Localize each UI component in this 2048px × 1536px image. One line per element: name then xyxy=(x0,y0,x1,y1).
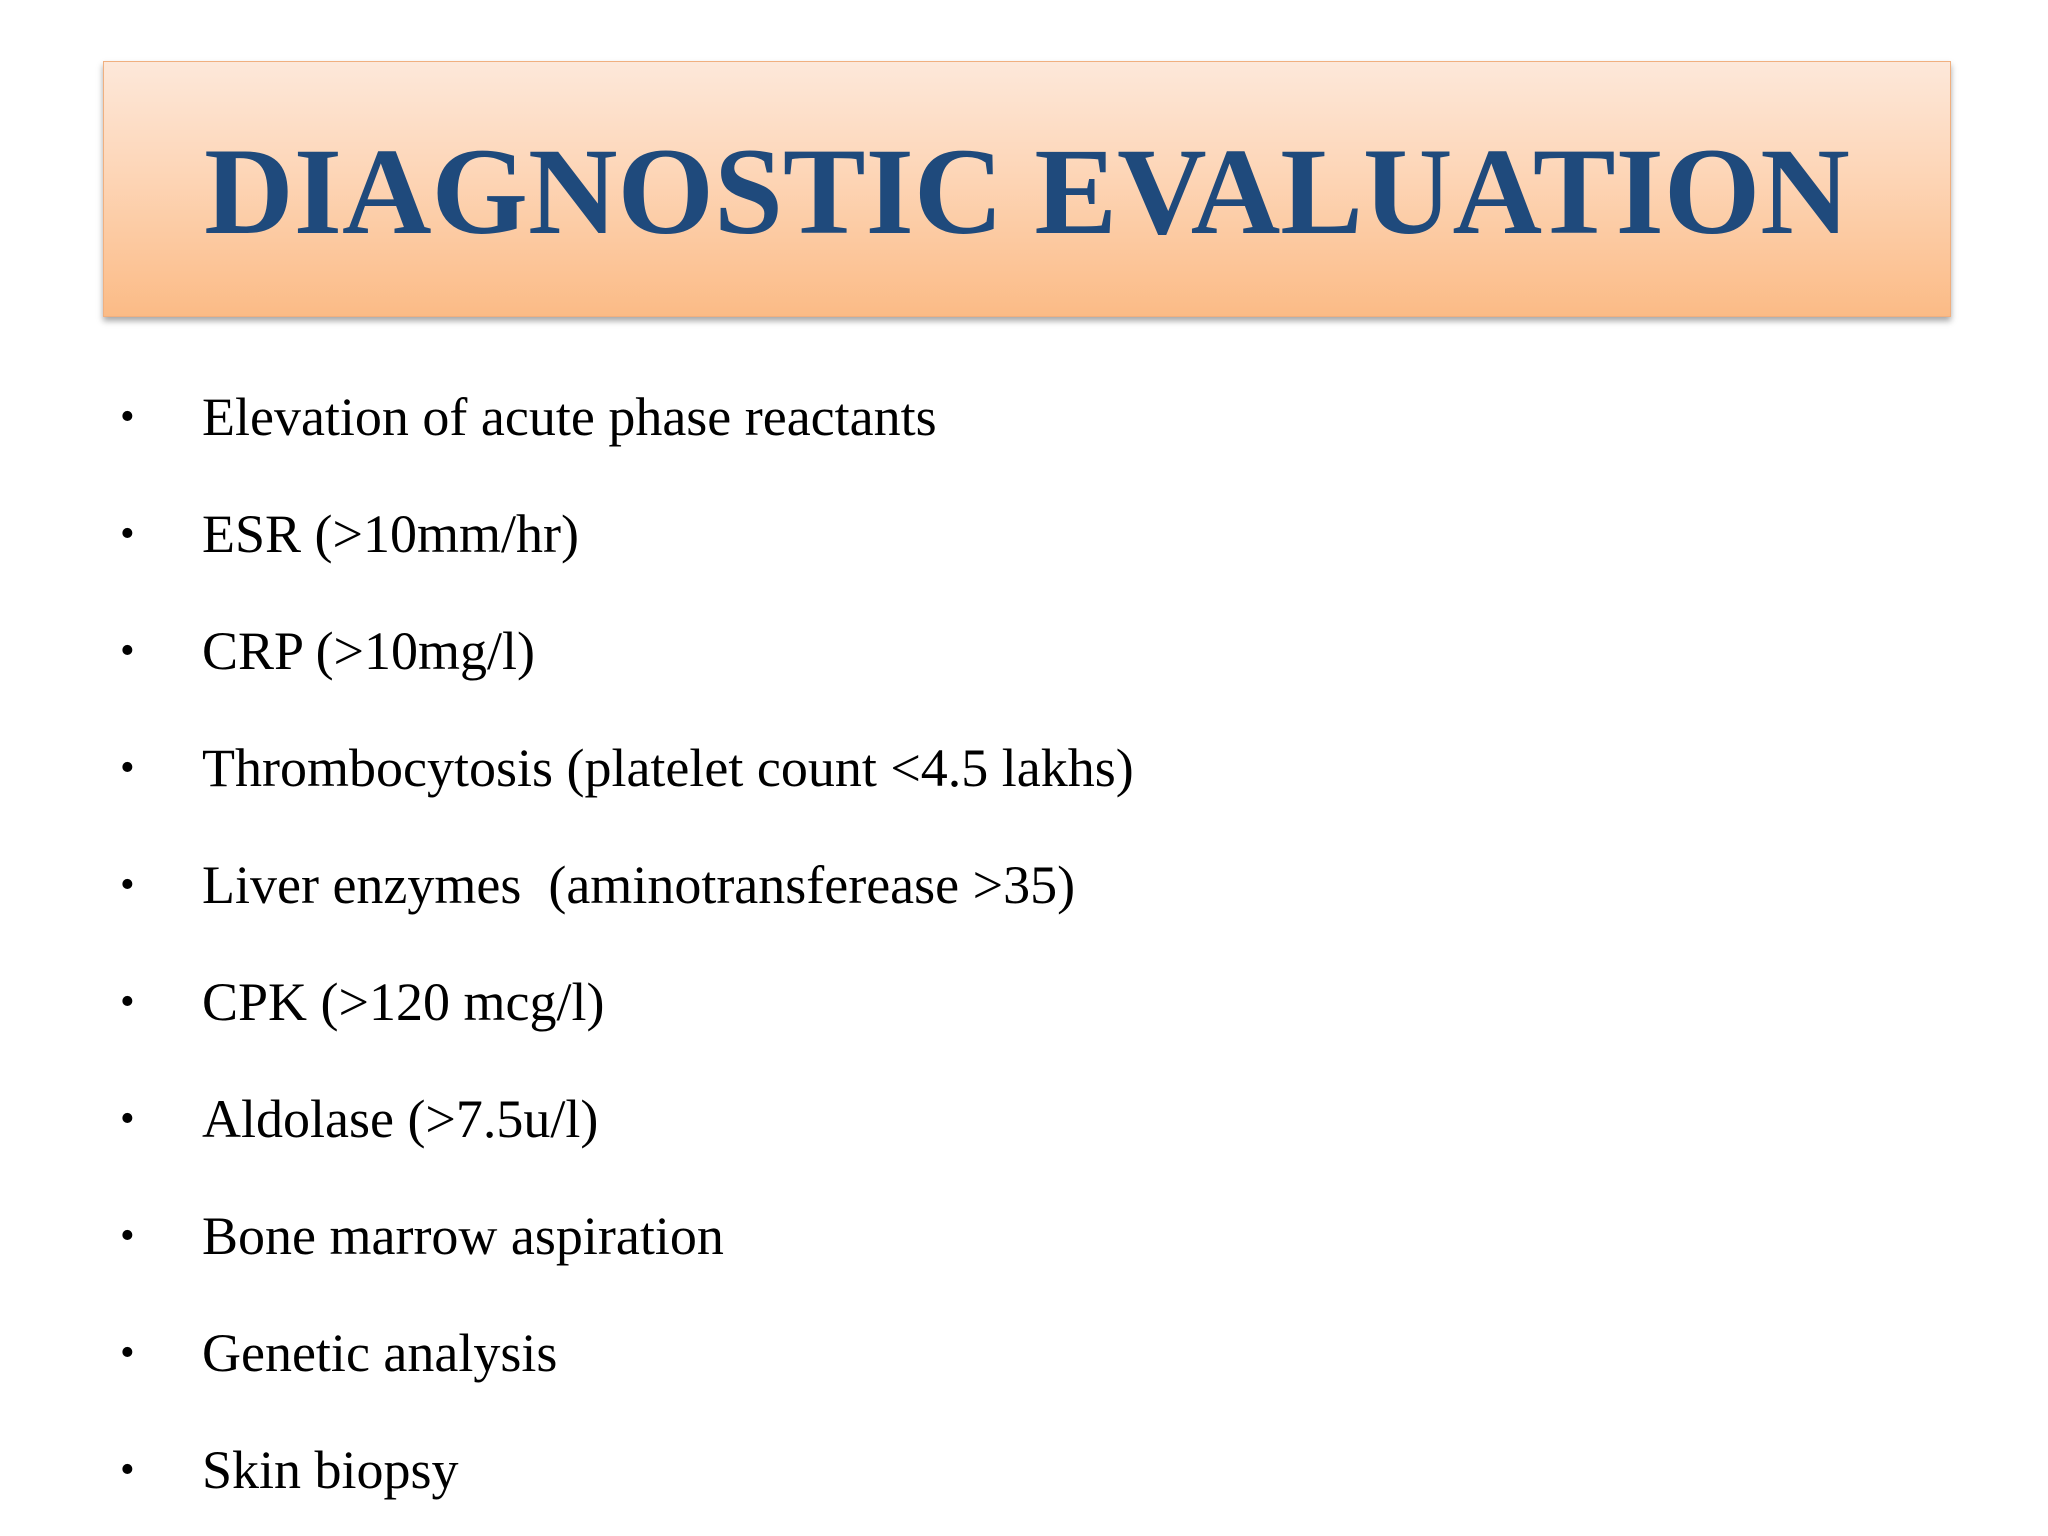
bullet-text: Skin biopsy xyxy=(202,1439,459,1500)
bullet-text: Genetic analysis xyxy=(202,1322,558,1383)
bullet-text: Thrombocytosis (platelet count <4.5 lakhs) xyxy=(202,737,1134,798)
list-item xyxy=(120,475,1134,592)
list-item xyxy=(120,1411,1134,1528)
slide-title: DIAGNOSTIC EVALUATION xyxy=(204,123,1850,260)
list-item xyxy=(120,358,1134,475)
bullet-text: Elevation of acute phase reactants xyxy=(202,386,937,447)
bullet-list xyxy=(120,358,1134,1528)
bullet-text: ESR (>10mm/hr) xyxy=(202,503,579,564)
bullet-text: CRP (>10mg/l) xyxy=(202,620,535,681)
list-item xyxy=(120,1294,1134,1411)
bullet-icon: • xyxy=(120,1329,135,1376)
bullet-icon: • xyxy=(120,1446,135,1493)
list-item xyxy=(120,1060,1134,1177)
bullet-icon: • xyxy=(120,978,135,1025)
list-item xyxy=(120,1177,1134,1294)
bullet-text: Aldolase (>7.5u/l) xyxy=(202,1088,599,1149)
bullet-icon: • xyxy=(120,627,135,674)
bullet-text: Liver enzymes (aminotransferease >35) xyxy=(202,854,1076,915)
title-banner xyxy=(103,61,1951,317)
bullet-text: Bone marrow aspiration xyxy=(202,1205,724,1266)
bullet-icon: • xyxy=(120,510,135,557)
bullet-icon: • xyxy=(120,393,135,440)
list-item xyxy=(120,943,1134,1060)
list-item xyxy=(120,592,1134,709)
bullet-icon: • xyxy=(120,744,135,791)
bullet-icon: • xyxy=(120,861,135,908)
list-item xyxy=(120,709,1134,826)
bullet-text: CPK (>120 mcg/l) xyxy=(202,971,605,1032)
list-item xyxy=(120,826,1134,943)
bullet-icon: • xyxy=(120,1095,135,1142)
bullet-icon: • xyxy=(120,1212,135,1259)
